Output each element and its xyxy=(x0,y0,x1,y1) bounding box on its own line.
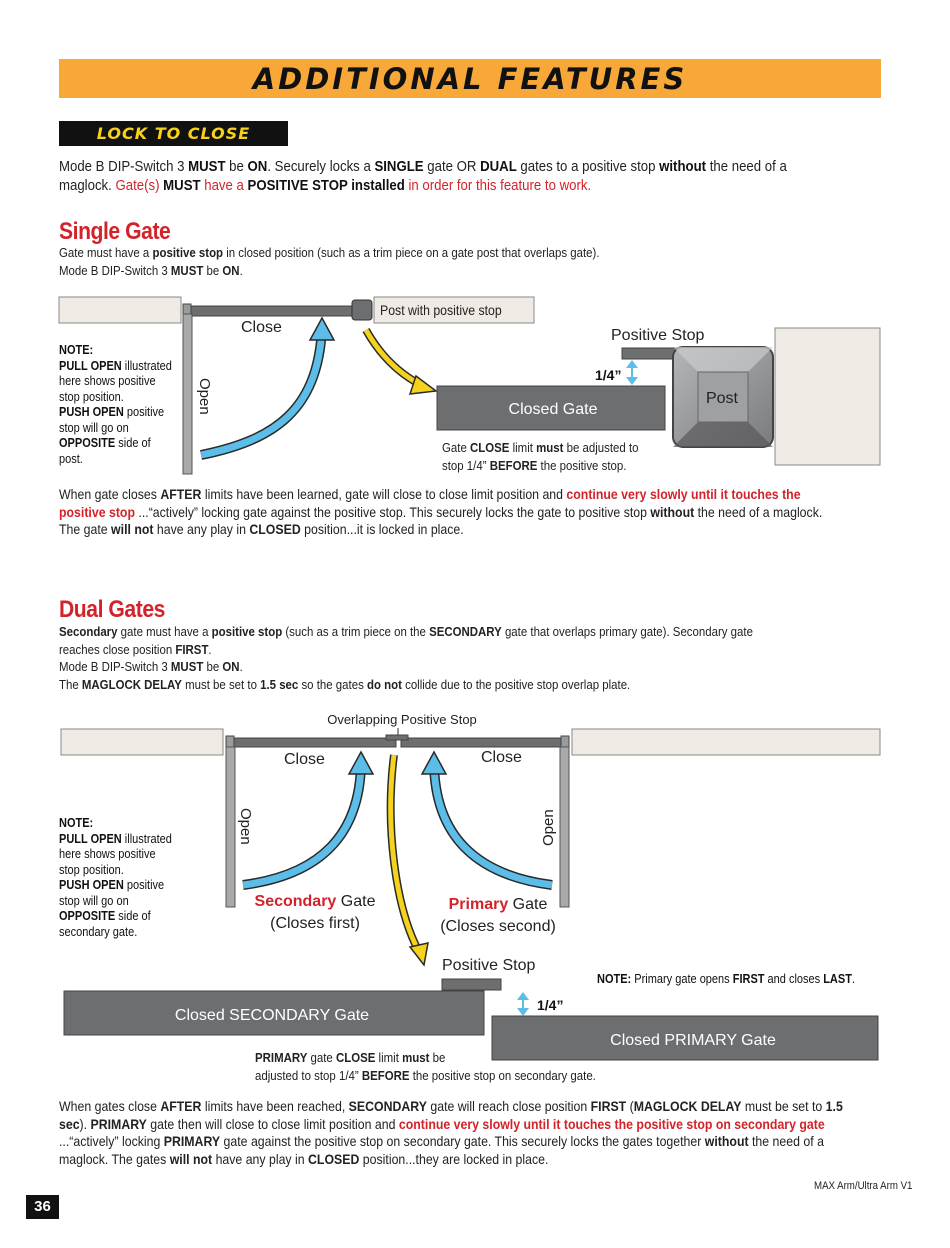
close-arrow-head xyxy=(310,318,334,340)
dual-limit-text: PRIMARY gate CLOSE limit must be adjusted to stop 1/4” BEFORE the positive stop on secondary gate. xyxy=(255,1050,596,1083)
secondary-close-arrow xyxy=(243,763,361,885)
open-label-right: Open xyxy=(540,809,557,846)
close-label-left: Close xyxy=(284,751,325,768)
section-tag xyxy=(59,121,288,146)
dual-note-right: NOTE: Primary gate opens FIRST and closes LAST. xyxy=(597,972,856,986)
primary-gate-label: Primary Gate xyxy=(448,896,548,913)
primary-gate-sub: (Closes second) xyxy=(440,918,556,935)
single-limit-text: Gate CLOSE limit must be adjusted to stop 1/4” BEFORE the positive stop. xyxy=(442,440,639,473)
open-label: Open xyxy=(196,378,213,415)
overlap-label: Overlapping Positive Stop xyxy=(327,712,477,727)
intro-line-1: Mode B DIP-Switch 3 MUST be ON. Securely locks a SINGLE gate OR DUAL gates to a positive stop without the need of a xyxy=(59,158,787,175)
closed-secondary-gate-label: Closed SECONDARY Gate xyxy=(174,1007,370,1024)
dual-paragraph: When gates close AFTER limits have been reached, SECONDARY gate will reach close position FIRST (MAGLOCK DELAY must be set to 1.5 sec). PRIMARY gate then will close to close limit position and continue very slowly until it touches the positive stop on secondary gate ...“actively” locking PRIMARY gate against the positive stop on secondary gate. This securely locks the gates together without the need of a maglock. The gates will not have any play in CLOSED position...they are locked in place. xyxy=(59,1098,843,1167)
close-arrow xyxy=(201,328,322,455)
single-paragraph: When gate closes AFTER limits have been learned, gate will close to close limit position and continue very slowly until it touches the positive stop ...“actively” locking gate against the positive stop. This securely locks the gate to positive stop without the need of a maglock. The gate will not have any play in CLOSED position...it is locked in place. xyxy=(59,486,823,537)
gap-arrow-down xyxy=(626,377,638,385)
quarter-inch-label: 1/4” xyxy=(595,367,622,383)
intro-line-2: maglock. Gate(s) MUST have a POSITIVE STOP installed in order for this feature to work. xyxy=(59,177,592,194)
quarter-inch-label: 1/4” xyxy=(537,997,564,1013)
section-tag-label: LOCK TO CLOSE xyxy=(96,124,251,143)
primary-gate-closed-position xyxy=(401,738,567,747)
closed-primary-gate-label: Closed PRIMARY Gate xyxy=(610,1032,776,1049)
secondary-gate-open-position xyxy=(226,747,235,907)
open-label-left: Open xyxy=(237,808,254,845)
dual-note: NOTE: PULL OPEN illustrated here shows positive stop position. PUSH OPEN positive stop will go on OPPOSITE side of secondary gate. xyxy=(59,816,172,939)
left-wall xyxy=(59,297,181,323)
primary-close-arrow xyxy=(434,763,552,885)
footer-model: MAX Arm/Ultra Arm V1 xyxy=(814,1180,913,1192)
right-wall xyxy=(572,729,880,755)
close-label-right: Close xyxy=(481,749,522,766)
post-label: Post with positive stop xyxy=(380,302,502,319)
positive-stop-label: Positive Stop xyxy=(442,957,536,974)
right-wall xyxy=(775,328,880,465)
single-note: NOTE: PULL OPEN illustrated here shows positive stop position. PUSH OPEN positive stop will go on OPPOSITE side of post. xyxy=(59,343,172,466)
secondary-gate-label: Secondary Gate xyxy=(254,893,376,910)
gate-open-position xyxy=(183,314,192,474)
left-wall xyxy=(61,729,223,755)
primary-gate-open-position xyxy=(560,747,569,907)
positive-stop-label: Positive Stop xyxy=(611,327,705,344)
dual-gates-intro: Secondary gate must have a positive stop (such as a trim piece on the SECONDARY gate that overlaps primary gate). Secondary gate reaches close position FIRST. Mode B DIP-Switch 3 MUST be ON. The MAGLOCK DELAY must be set to 1.5 sec so the gates do not collide due to the positive stop overlap plate. xyxy=(59,624,753,692)
overlap-plate xyxy=(386,735,408,740)
closed-gate-label: Closed Gate xyxy=(508,401,598,418)
close-label: Close xyxy=(241,319,282,336)
page-title: ADDITIONAL FEATURES xyxy=(252,62,688,96)
dual-gates-heading: Dual Gates xyxy=(59,596,165,623)
page-number: 36 xyxy=(26,1195,59,1219)
single-gate-line-1: Gate must have a positive stop in closed position (such as a trim piece on a gate post that overlaps gate). xyxy=(59,245,600,260)
gate-post-small xyxy=(352,300,372,320)
secondary-gate-closed-position xyxy=(226,738,396,747)
positive-stop-plate xyxy=(442,979,501,990)
header-banner xyxy=(59,59,881,98)
post-label-inner: Post xyxy=(705,390,739,407)
gate-closed-position xyxy=(183,306,355,316)
gap-arrow-up xyxy=(626,360,638,368)
single-gate-line-2: Mode B DIP-Switch 3 MUST be ON. xyxy=(59,263,243,278)
single-gate-heading: Single Gate xyxy=(59,218,171,245)
secondary-gate-sub: (Closes first) xyxy=(270,915,360,932)
